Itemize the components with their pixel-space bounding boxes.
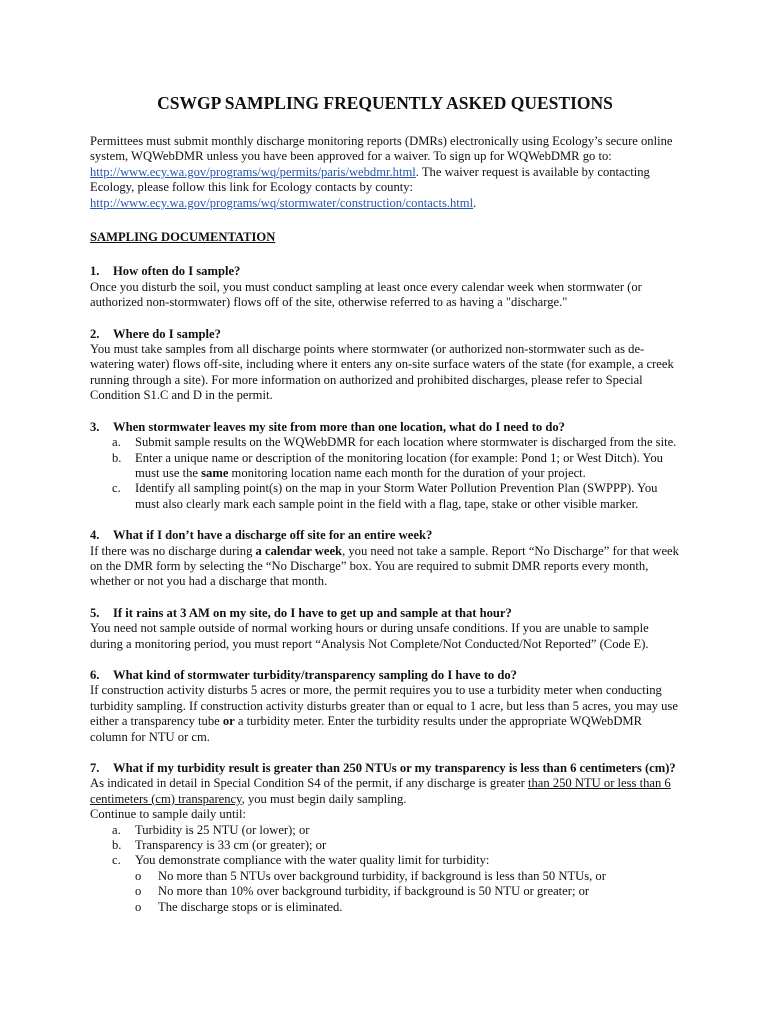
bullet-marker: o	[135, 868, 142, 883]
answer-text	[90, 544, 680, 590]
list-item-text: Transparency is 33 cm (or greater); or	[135, 838, 327, 853]
list-item	[90, 853, 680, 868]
question-title	[90, 420, 680, 435]
question-text: How often do I sample?	[113, 264, 241, 279]
faq-item-4	[90, 528, 680, 590]
text-run: , you need not take a sample. Report “No Discharge” for that week on the DMR form by selecting the “No Discharge” box. You are required to submit DMR reports every month, whether or not you had a discharge that month.	[90, 543, 679, 589]
answer-text	[90, 776, 680, 807]
list-marker: b.	[112, 450, 122, 465]
question-text: What if my turbidity result is greater than 250 NTUs or my transparency is less than 6 centimeters (cm)?	[113, 761, 676, 775]
answer-text: You must take samples from all discharge points where stormwater (or authorized non-stormwater such as de-watering water) flows off-site, including where it enters any on-site surface waters of the state (for example, a creek running through a site). For more information on authorized and prohibited discharges, please refer to Special Condition S1.C and D in the permit.	[90, 342, 674, 403]
intro-paragraph	[90, 134, 680, 211]
webdmr-link[interactable]: http://www.ecy.wa.gov/programs/wq/permits/paris/webdmr.html	[90, 164, 416, 179]
answer-text: Once you disturb the soil, you must conduct sampling at least once every calendar week when stormwater (or authorized non-stormwater) flows off of the site, otherwise referred to as having a "discharge."	[90, 279, 642, 310]
question-number: 6.	[90, 667, 100, 682]
faq-item-2	[90, 327, 680, 404]
list-marker: a.	[112, 435, 121, 450]
list-item	[90, 481, 680, 512]
emphasis-text: same	[201, 465, 229, 480]
text-run: a turbidity meter. Enter the turbidity results under the appropriate WQWebDMR column for NTU or cm.	[90, 714, 643, 744]
faq-item-3	[90, 420, 680, 512]
page-title: CSWGP SAMPLING FREQUENTLY ASKED QUESTIONS	[157, 93, 613, 113]
bullet-marker: o	[135, 884, 142, 899]
sub-list-item	[90, 869, 680, 884]
intro-text-3: .	[473, 195, 477, 210]
faq-item-7	[90, 761, 680, 915]
continue-text: Continue to sample daily until:	[90, 807, 247, 822]
question-title	[90, 528, 680, 543]
bullet-marker: o	[135, 899, 142, 914]
list-item-text: You demonstrate compliance with the water quality limit for turbidity:	[135, 853, 490, 868]
list-item	[90, 435, 680, 450]
question-number: 7.	[90, 761, 100, 775]
question-title	[90, 668, 680, 683]
sub-list-item	[90, 900, 680, 915]
faq-item-1	[90, 264, 680, 310]
question-number: 5.	[90, 605, 100, 620]
faq-item-5	[90, 606, 680, 652]
faq-item-6	[90, 668, 680, 745]
question-text: What kind of stormwater turbidity/transparency sampling do I have to do?	[113, 667, 517, 682]
list-item	[90, 451, 680, 482]
list-item	[90, 838, 680, 853]
text-run: As indicated in detail in Special Condition S4 of the permit, if any discharge is greater	[90, 776, 528, 791]
question-title	[90, 264, 680, 279]
question-number: 2.	[90, 326, 100, 341]
intro-text-2: . The waiver request is available by contacting Ecology, please follow this link for Ecology contacts by county:	[90, 164, 650, 195]
list-item-text	[135, 451, 680, 482]
question-text: Where do I sample?	[113, 326, 221, 341]
contacts-link[interactable]: http://www.ecy.wa.gov/programs/wq/stormwater/construction/contacts.html	[90, 195, 474, 210]
text-run: If there was no discharge during	[90, 543, 256, 558]
text-run: Enter a unique name or description of the monitoring location (for example: Pond 1; or West Ditch). You must use the	[135, 450, 663, 480]
answer-text	[90, 683, 680, 745]
intro-text-1: Permittees must submit monthly discharge monitoring reports (DMRs) electronically using Ecology’s secure online system, WQWebDMR unless you have been approved for a waiver. To sign up for WQWebDMR go to:	[90, 134, 673, 164]
list-item	[90, 823, 680, 838]
emphasis-text: or	[222, 714, 235, 729]
section-heading: SAMPLING DOCUMENTATION	[90, 230, 276, 245]
question-text: When stormwater leaves my site from more than one location, what do I need to do?	[113, 419, 565, 434]
sub-list-item	[90, 884, 680, 899]
list-marker: b.	[112, 838, 122, 853]
text-run: monitoring location name each month for the duration of your project.	[228, 465, 586, 480]
list-marker: a.	[112, 822, 121, 837]
text-run: , you must begin daily sampling.	[241, 791, 407, 806]
text-run: If construction activity disturbs 5 acres or more, the permit requires you to use a turbidity meter when conducting turbidity sampling. If construction activity disturbs greater than or equal to 1 acre, but less than 5 acres, you may use either a transparency tube	[90, 683, 678, 729]
sub-list-item-text: The discharge stops or is eliminated.	[158, 899, 343, 914]
question-title	[90, 761, 680, 776]
question-title	[90, 327, 680, 342]
list-item-text: Submit sample results on the WQWebDMR for each location where stormwater is discharged from the site.	[135, 435, 677, 450]
list-item-text: Identify all sampling point(s) on the map in your Storm Water Pollution Prevention Plan (SWPPP). You must also clearly mark each sample point in the field with a flag, tape, stake or other visible marker.	[135, 481, 658, 511]
question-number: 1.	[90, 264, 100, 279]
sub-list-item-text: No more than 10% over background turbidity, if background is 50 NTU or greater; or	[158, 884, 590, 899]
answer-text: You need not sample outside of normal working hours or during unsafe conditions. If you are unable to sample during a monitoring period, you must report “Analysis Not Complete/Not Conducted/Not Reported” (Code E).	[90, 621, 649, 651]
list-marker: c.	[112, 481, 121, 496]
list-item-text: Turbidity is 25 NTU (or lower); or	[135, 822, 310, 837]
question-number: 3.	[90, 419, 100, 434]
question-text: What if I don’t have a discharge off site for an entire week?	[113, 528, 433, 543]
sub-list-item-text: No more than 5 NTUs over background turbidity, if background is less than 50 NTUs, or	[158, 868, 606, 883]
emphasis-text: a calendar week	[255, 543, 343, 558]
question-title	[90, 606, 680, 621]
list-marker: c.	[112, 853, 121, 868]
underlined-text: than 250 NTU or less than 6 centimeters (cm) transparency	[90, 776, 671, 806]
question-text: If it rains at 3 AM on my site, do I have to get up and sample at that hour?	[113, 605, 512, 620]
question-number: 4.	[90, 528, 100, 543]
